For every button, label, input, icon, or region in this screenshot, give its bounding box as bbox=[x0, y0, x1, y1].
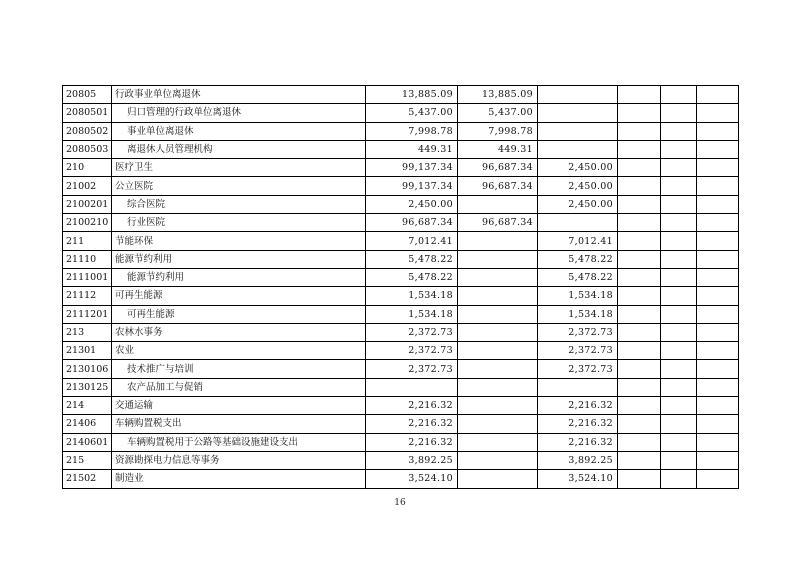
total-amount-cell: 449.31 bbox=[366, 140, 458, 158]
page-number: 16 bbox=[394, 498, 406, 508]
empty-cell bbox=[697, 159, 739, 177]
subject-code-cell: 2100201 bbox=[63, 195, 112, 213]
subject-code-cell: 21110 bbox=[63, 250, 112, 268]
subject-name-cell: 能源节约利用 bbox=[112, 268, 366, 286]
empty-cell bbox=[697, 470, 739, 488]
total-amount-cell: 3,524.10 bbox=[366, 470, 458, 488]
subject-code-cell: 214 bbox=[63, 397, 112, 415]
total-amount-cell bbox=[366, 378, 458, 396]
empty-cell bbox=[618, 159, 661, 177]
project-expenditure-cell: 2,216.32 bbox=[538, 433, 618, 451]
empty-cell bbox=[661, 342, 697, 360]
total-amount-cell: 1,534.18 bbox=[366, 287, 458, 305]
subject-code-cell: 2111001 bbox=[63, 268, 112, 286]
basic-expenditure-cell: 7,998.78 bbox=[458, 122, 538, 140]
project-expenditure-cell bbox=[538, 378, 618, 396]
subject-name-cell: 交通运输 bbox=[112, 397, 366, 415]
basic-expenditure-cell bbox=[458, 397, 538, 415]
basic-expenditure-cell bbox=[458, 360, 538, 378]
table-row bbox=[63, 470, 739, 488]
empty-cell bbox=[618, 470, 661, 488]
empty-cell bbox=[661, 360, 697, 378]
subject-code-cell: 2130125 bbox=[63, 378, 112, 396]
empty-cell bbox=[697, 305, 739, 323]
subject-code-cell: 21002 bbox=[63, 177, 112, 195]
subject-code-cell: 215 bbox=[63, 451, 112, 469]
empty-cell bbox=[697, 177, 739, 195]
total-amount-cell: 96,687.34 bbox=[366, 214, 458, 232]
project-expenditure-cell: 2,450.00 bbox=[538, 195, 618, 213]
basic-expenditure-cell bbox=[458, 195, 538, 213]
subject-code-cell: 21301 bbox=[63, 342, 112, 360]
empty-cell bbox=[618, 140, 661, 158]
basic-expenditure-cell: 5,437.00 bbox=[458, 104, 538, 122]
subject-name-cell: 可再生能源 bbox=[112, 305, 366, 323]
empty-cell bbox=[661, 323, 697, 341]
empty-cell bbox=[697, 323, 739, 341]
empty-cell bbox=[697, 268, 739, 286]
basic-expenditure-cell bbox=[458, 305, 538, 323]
empty-cell bbox=[697, 86, 739, 104]
total-amount-cell: 99,137.34 bbox=[366, 177, 458, 195]
subject-name-cell: 可再生能源 bbox=[112, 287, 366, 305]
project-expenditure-cell: 5,478.22 bbox=[538, 268, 618, 286]
project-expenditure-cell: 5,478.22 bbox=[538, 250, 618, 268]
table-row bbox=[63, 378, 739, 396]
project-expenditure-cell: 2,372.73 bbox=[538, 323, 618, 341]
project-expenditure-cell: 2,372.73 bbox=[538, 360, 618, 378]
empty-cell bbox=[661, 122, 697, 140]
empty-cell bbox=[697, 140, 739, 158]
subject-name-cell: 农业 bbox=[112, 342, 366, 360]
empty-cell bbox=[697, 397, 739, 415]
table-body bbox=[63, 86, 739, 489]
subject-code-cell: 2100210 bbox=[63, 214, 112, 232]
empty-cell bbox=[618, 451, 661, 469]
empty-cell bbox=[661, 415, 697, 433]
basic-expenditure-cell: 13,885.09 bbox=[458, 86, 538, 104]
empty-cell bbox=[661, 104, 697, 122]
total-amount-cell: 1,534.18 bbox=[366, 305, 458, 323]
table-row bbox=[63, 451, 739, 469]
subject-name-cell: 综合医院 bbox=[112, 195, 366, 213]
subject-name-cell: 车辆购置税用于公路等基础设施建设支出 bbox=[112, 433, 366, 451]
table-row bbox=[63, 305, 739, 323]
project-expenditure-cell: 1,534.18 bbox=[538, 305, 618, 323]
basic-expenditure-cell bbox=[458, 268, 538, 286]
empty-cell bbox=[618, 415, 661, 433]
project-expenditure-cell bbox=[538, 104, 618, 122]
subject-name-cell: 离退休人员管理机构 bbox=[112, 140, 366, 158]
basic-expenditure-cell bbox=[458, 250, 538, 268]
table-row bbox=[63, 159, 739, 177]
empty-cell bbox=[618, 177, 661, 195]
empty-cell bbox=[618, 214, 661, 232]
total-amount-cell: 3,892.25 bbox=[366, 451, 458, 469]
table-row bbox=[63, 195, 739, 213]
subject-code-cell: 210 bbox=[63, 159, 112, 177]
empty-cell bbox=[697, 342, 739, 360]
empty-cell bbox=[618, 250, 661, 268]
table-row bbox=[63, 415, 739, 433]
empty-cell bbox=[661, 287, 697, 305]
table-row bbox=[63, 250, 739, 268]
total-amount-cell: 13,885.09 bbox=[366, 86, 458, 104]
total-amount-cell: 2,216.32 bbox=[366, 433, 458, 451]
subject-name-cell: 公立医院 bbox=[112, 177, 366, 195]
table-row bbox=[63, 287, 739, 305]
total-amount-cell: 99,137.34 bbox=[366, 159, 458, 177]
empty-cell bbox=[618, 287, 661, 305]
empty-cell bbox=[697, 232, 739, 250]
project-expenditure-cell bbox=[538, 140, 618, 158]
subject-code-cell: 21112 bbox=[63, 287, 112, 305]
total-amount-cell: 7,998.78 bbox=[366, 122, 458, 140]
project-expenditure-cell bbox=[538, 86, 618, 104]
basic-expenditure-cell: 96,687.34 bbox=[458, 177, 538, 195]
subject-name-cell: 能源节约利用 bbox=[112, 250, 366, 268]
empty-cell bbox=[661, 250, 697, 268]
project-expenditure-cell: 2,372.73 bbox=[538, 342, 618, 360]
empty-cell bbox=[661, 451, 697, 469]
basic-expenditure-cell bbox=[458, 378, 538, 396]
subject-name-cell: 归口管理的行政单位离退休 bbox=[112, 104, 366, 122]
empty-cell bbox=[697, 360, 739, 378]
total-amount-cell: 2,450.00 bbox=[366, 195, 458, 213]
table-row bbox=[63, 140, 739, 158]
project-expenditure-cell: 1,534.18 bbox=[538, 287, 618, 305]
basic-expenditure-cell bbox=[458, 342, 538, 360]
empty-cell bbox=[618, 195, 661, 213]
empty-cell bbox=[661, 433, 697, 451]
basic-expenditure-cell bbox=[458, 415, 538, 433]
empty-cell bbox=[618, 342, 661, 360]
subject-name-cell: 资源勘探电力信息等事务 bbox=[112, 451, 366, 469]
empty-cell bbox=[661, 470, 697, 488]
total-amount-cell: 5,478.22 bbox=[366, 250, 458, 268]
empty-cell bbox=[697, 378, 739, 396]
empty-cell bbox=[661, 268, 697, 286]
empty-cell bbox=[697, 122, 739, 140]
empty-cell bbox=[661, 177, 697, 195]
subject-code-cell: 2111201 bbox=[63, 305, 112, 323]
total-amount-cell: 2,216.32 bbox=[366, 415, 458, 433]
budget-expenditure-table bbox=[62, 85, 739, 489]
empty-cell bbox=[697, 287, 739, 305]
subject-name-cell: 农林水事务 bbox=[112, 323, 366, 341]
table-row bbox=[63, 122, 739, 140]
total-amount-cell: 7,012.41 bbox=[366, 232, 458, 250]
table-row bbox=[63, 86, 739, 104]
table-row bbox=[63, 433, 739, 451]
project-expenditure-cell: 7,012.41 bbox=[538, 232, 618, 250]
subject-name-cell: 农产品加工与促销 bbox=[112, 378, 366, 396]
project-expenditure-cell: 2,450.00 bbox=[538, 159, 618, 177]
subject-name-cell: 节能环保 bbox=[112, 232, 366, 250]
total-amount-cell: 2,372.73 bbox=[366, 360, 458, 378]
empty-cell bbox=[618, 305, 661, 323]
total-amount-cell: 2,372.73 bbox=[366, 323, 458, 341]
subject-code-cell: 2080503 bbox=[63, 140, 112, 158]
empty-cell bbox=[697, 433, 739, 451]
total-amount-cell: 5,437.00 bbox=[366, 104, 458, 122]
project-expenditure-cell bbox=[538, 214, 618, 232]
empty-cell bbox=[661, 232, 697, 250]
basic-expenditure-cell bbox=[458, 287, 538, 305]
total-amount-cell: 5,478.22 bbox=[366, 268, 458, 286]
empty-cell bbox=[697, 104, 739, 122]
subject-code-cell: 213 bbox=[63, 323, 112, 341]
empty-cell bbox=[661, 195, 697, 213]
subject-name-cell: 行政事业单位离退休 bbox=[112, 86, 366, 104]
empty-cell bbox=[661, 214, 697, 232]
project-expenditure-cell: 3,524.10 bbox=[538, 470, 618, 488]
basic-expenditure-cell: 449.31 bbox=[458, 140, 538, 158]
subject-code-cell: 2080502 bbox=[63, 122, 112, 140]
empty-cell bbox=[618, 86, 661, 104]
empty-cell bbox=[661, 86, 697, 104]
basic-expenditure-cell bbox=[458, 470, 538, 488]
empty-cell bbox=[661, 305, 697, 323]
empty-cell bbox=[618, 397, 661, 415]
total-amount-cell: 2,216.32 bbox=[366, 397, 458, 415]
project-expenditure-cell bbox=[538, 122, 618, 140]
subject-code-cell: 211 bbox=[63, 232, 112, 250]
empty-cell bbox=[661, 378, 697, 396]
empty-cell bbox=[618, 378, 661, 396]
empty-cell bbox=[661, 159, 697, 177]
empty-cell bbox=[697, 195, 739, 213]
empty-cell bbox=[697, 214, 739, 232]
table-row bbox=[63, 342, 739, 360]
empty-cell bbox=[618, 104, 661, 122]
subject-code-cell: 2140601 bbox=[63, 433, 112, 451]
subject-name-cell: 行业医院 bbox=[112, 214, 366, 232]
subject-name-cell: 车辆购置税支出 bbox=[112, 415, 366, 433]
table-row bbox=[63, 214, 739, 232]
subject-name-cell: 技术推广与培训 bbox=[112, 360, 366, 378]
project-expenditure-cell: 3,892.25 bbox=[538, 451, 618, 469]
subject-code-cell: 2130106 bbox=[63, 360, 112, 378]
project-expenditure-cell: 2,450.00 bbox=[538, 177, 618, 195]
basic-expenditure-cell bbox=[458, 323, 538, 341]
subject-code-cell: 20805 bbox=[63, 86, 112, 104]
total-amount-cell: 2,372.73 bbox=[366, 342, 458, 360]
basic-expenditure-cell bbox=[458, 232, 538, 250]
empty-cell bbox=[618, 433, 661, 451]
table-row bbox=[63, 177, 739, 195]
empty-cell bbox=[697, 415, 739, 433]
empty-cell bbox=[697, 451, 739, 469]
empty-cell bbox=[661, 140, 697, 158]
basic-expenditure-cell bbox=[458, 433, 538, 451]
table-row bbox=[63, 323, 739, 341]
subject-code-cell: 2080501 bbox=[63, 104, 112, 122]
basic-expenditure-cell: 96,687.34 bbox=[458, 214, 538, 232]
empty-cell bbox=[618, 323, 661, 341]
project-expenditure-cell: 2,216.32 bbox=[538, 415, 618, 433]
empty-cell bbox=[618, 360, 661, 378]
table-row bbox=[63, 360, 739, 378]
table-row bbox=[63, 268, 739, 286]
empty-cell bbox=[618, 232, 661, 250]
table-row bbox=[63, 232, 739, 250]
empty-cell bbox=[661, 397, 697, 415]
subject-code-cell: 21406 bbox=[63, 415, 112, 433]
empty-cell bbox=[697, 250, 739, 268]
table-row bbox=[63, 397, 739, 415]
basic-expenditure-cell bbox=[458, 451, 538, 469]
project-expenditure-cell: 2,216.32 bbox=[538, 397, 618, 415]
table-row bbox=[63, 104, 739, 122]
basic-expenditure-cell: 96,687.34 bbox=[458, 159, 538, 177]
subject-name-cell: 医疗卫生 bbox=[112, 159, 366, 177]
subject-code-cell: 21502 bbox=[63, 470, 112, 488]
subject-name-cell: 制造业 bbox=[112, 470, 366, 488]
subject-name-cell: 事业单位离退休 bbox=[112, 122, 366, 140]
empty-cell bbox=[618, 122, 661, 140]
empty-cell bbox=[618, 268, 661, 286]
